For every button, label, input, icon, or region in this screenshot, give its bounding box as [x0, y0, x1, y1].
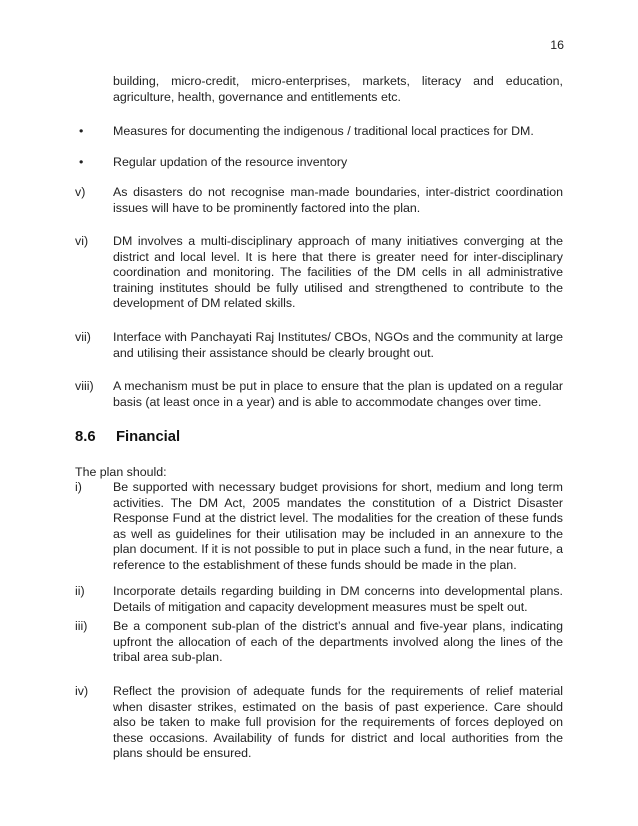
bullet-text: Measures for documenting the indigenous / traditional local practices for DM.: [113, 124, 534, 138]
list-marker: viii): [75, 379, 94, 393]
list-marker: ii): [75, 584, 85, 598]
list-item-text: Incorporate details regarding building in DM concerns into developmental plans. Details of mitigation and capacity development measures must be spelt out.: [113, 584, 563, 614]
financial-item-iv: [75, 684, 563, 762]
intro-text: The plan should:: [75, 465, 167, 479]
section-number: 8.6: [75, 429, 96, 445]
continuation-text: building, micro-credit, micro-enterprises, markets, literacy and education, agriculture, health, governance and entitlements etc.: [113, 74, 563, 104]
bullet-symbol: •: [79, 155, 84, 169]
financial-item-iii: [75, 619, 563, 666]
list-item-viii: [75, 379, 563, 410]
list-marker: i): [75, 480, 82, 494]
bullet-item: [75, 124, 563, 140]
bullet-symbol: •: [79, 124, 84, 138]
list-item-text: Reflect the provision of adequate funds for the requirements of relief material when disaster strikes, estimated on the basis of past experience. Care should also be taken to make full provision for the requirements of forces deployed on these occasions. Availability of funds for district and local authorities from the plans should be ensured.: [113, 684, 563, 761]
list-item-vi: [75, 234, 563, 312]
list-item-text: DM involves a multi-disciplinary approach of many initiatives converging at the district and local level. It is here that there is greater need for inter-disciplinary coordination and monitoring. The facilities of the DM cells in all administrative training institutes should be fully utilised and strengthened to contribute to the development of DM related skills.: [113, 234, 563, 311]
list-item-text: A mechanism must be put in place to ensure that the plan is updated on a regular basis (at least once in a year) and is able to accommodate changes over time.: [113, 379, 563, 409]
list-marker: v): [75, 185, 86, 199]
section-title: Financial: [116, 429, 181, 445]
list-item-text: As disasters do not recognise man-made boundaries, inter-district coordination issues will have to be prominently factored into the plan.: [113, 185, 563, 215]
list-item-text: Be supported with necessary budget provisions for short, medium and long term activities. The DM Act, 2005 mandates the constitution of a District Disaster Response Fund at the district level. The modalities for the creation of these funds as well as guidelines for their utilisation may be included in an annexure to the plan document. If it is not possible to put in place such a fund, in the near future, a reference to the establishment of these funds should be made in the plan.: [113, 480, 563, 572]
list-marker: iii): [75, 619, 88, 633]
bullet-text: Regular updation of the resource inventory: [113, 155, 348, 169]
list-item-vii: [75, 330, 563, 361]
continuation-paragraph: [75, 74, 563, 105]
list-item-v: [75, 185, 563, 216]
financial-item-i: [75, 480, 563, 574]
list-item-text: Interface with Panchayati Raj Institutes/ CBOs, NGOs and the community at large and utilising their assistance should be clearly brought out.: [113, 330, 563, 360]
financial-item-ii: [75, 584, 563, 615]
section-heading: [75, 428, 180, 446]
list-item-text: Be a component sub-plan of the district’s annual and five-year plans, indicating upfront the allocation of each of the departments involved along the lines of the tribal area sub-plan.: [113, 619, 563, 665]
list-marker: vi): [75, 234, 89, 248]
page-number: 16: [550, 38, 564, 52]
bullet-item: [75, 155, 563, 171]
list-marker: iv): [75, 684, 89, 698]
list-marker: vii): [75, 330, 91, 344]
